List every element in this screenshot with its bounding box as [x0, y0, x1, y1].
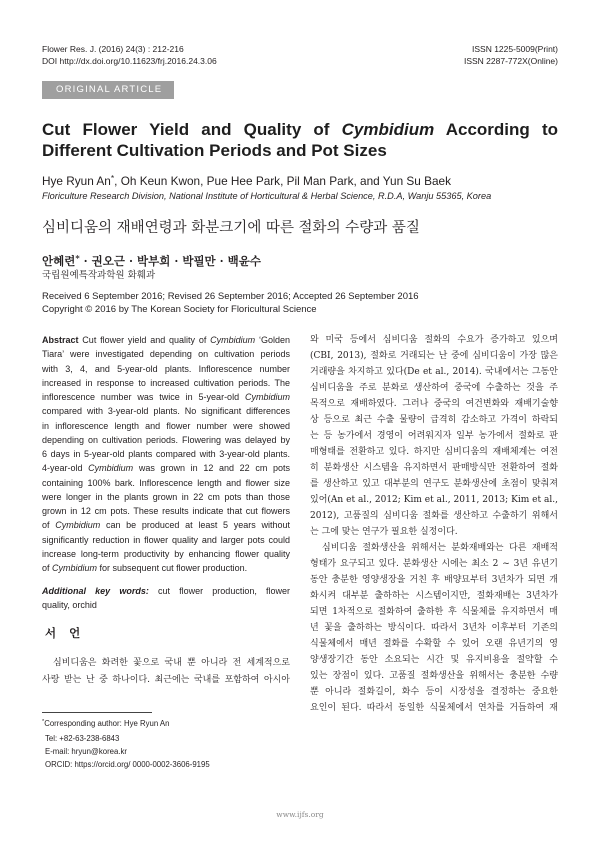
- abstract-line: [42, 347, 290, 361]
- text-span: 와 미국 등에서 심비디움 절화의 수요가 증가하고 있으며: [310, 335, 558, 345]
- text-span: grown in 12 cm pots. These results indicate that cut flowers: [42, 506, 290, 516]
- korean-authors: [42, 254, 261, 269]
- text-span: quality, orchid: [42, 600, 97, 610]
- text-span: 되면 1차적으로 절화하여 출하한 후 식물체를 유지하면서 매: [310, 607, 558, 617]
- additional-keywords: [42, 584, 290, 612]
- body-line: [310, 652, 558, 668]
- abstract: [42, 333, 290, 575]
- text-span: inflorescence number was twice in 5-year-old: [42, 392, 245, 402]
- body-line: [310, 636, 558, 652]
- body-line: [310, 332, 558, 348]
- text-span: , Oh Keun Kwon, Pue Hee Park, Pil Man Park, and Yun Su Baek: [114, 174, 452, 188]
- keywords-line: [42, 598, 290, 612]
- introduction-column-1: [42, 655, 290, 689]
- introduction-column-2-paragraph-1: [310, 332, 558, 540]
- body-line: [310, 524, 558, 540]
- text-span: can be produced at least 5 years without: [100, 520, 290, 531]
- body-line: [310, 460, 558, 476]
- text-span: 거래량을 차지하고 있다(De et al., 2014). 국내에서는 그동안: [310, 367, 558, 377]
- text-span: containing 100% bark. Inflorescence length and flower size: [42, 477, 290, 488]
- text-span: compared with 3-year-old plants. No significant differences: [42, 406, 290, 417]
- text-span: increased in response to increased cultivation periods. The: [42, 377, 290, 388]
- doi-label: DOI: [42, 56, 58, 66]
- abstract-line: [42, 476, 290, 490]
- text-span: Different Cultivation Periods and Pot Sizes: [42, 141, 387, 160]
- text-span: Cymbidium: [244, 392, 290, 402]
- footnote-line: [42, 745, 210, 758]
- doi-link[interactable]: http://dx.doi.org/10.11623/frj.2016.24.3.06: [59, 56, 217, 66]
- text-span: cut flower production, flower: [148, 586, 290, 596]
- text-span: 2012), 고품질의 심비디움 절화를 생산하고 수출하기 위해서: [310, 511, 558, 521]
- text-span: ‘Golden: [255, 335, 290, 345]
- body-line: [310, 348, 558, 364]
- body-line: [310, 428, 558, 444]
- text-span: E-mail: hryun@korea.kr: [45, 747, 128, 756]
- abstract-line: [42, 447, 290, 461]
- text-span: depending on cultivation periods. Flowering was delayed by: [42, 434, 290, 445]
- text-span: 식물체에서 매년 절화를 수확할 수 있어 오랜 유년기의 영: [310, 639, 558, 649]
- doi-line: [42, 55, 217, 67]
- abstract-line: [42, 490, 290, 504]
- abstract-line: [42, 547, 290, 561]
- text-span: 뿐 아니라 절화길이, 화수 등이 시장성을 결정하는 중요한: [310, 687, 558, 697]
- korean-affiliation: 국립원예특작과학원 화훼과: [42, 270, 156, 281]
- abstract-line: [42, 362, 290, 376]
- text-span: Abstract: [42, 335, 79, 345]
- body-line: [42, 655, 290, 672]
- text-span: Cymbidium: [88, 463, 134, 474]
- running-header-left: [42, 43, 217, 67]
- text-span: 목적으로 재배하였다. 그러나 중국의 여건변화와 재배기술향: [310, 399, 558, 409]
- footer-url[interactable]: www.ijfs.org: [276, 810, 324, 819]
- text-span: 상 등으로 최근 수출 물량이 급격히 감소하고 가격이 하락되: [310, 415, 558, 425]
- body-line: [310, 588, 558, 604]
- corresponding-author-footnote: [42, 717, 210, 771]
- footnote-line: [42, 717, 210, 732]
- body-line: [310, 508, 558, 524]
- body-line: [310, 620, 558, 636]
- text-span: significantly reduction in flower quality and larger pots could: [42, 534, 290, 545]
- text-span: 양생장기간 동안 소요되는 시간 및 유지비용을 절약할 수: [310, 655, 558, 665]
- text-span: ORCID: https://orcid.org/ 0000-0002-3606-9195: [45, 760, 210, 769]
- text-span: for subsequent cut flower production.: [97, 563, 248, 573]
- text-span: 히 분화생산 시스템을 유지하면서 판매방식만 전환하여 절화: [310, 463, 558, 473]
- abstract-line: [42, 390, 290, 404]
- section-heading-introduction: 서 언: [45, 626, 81, 640]
- text-span: 동안 충분한 영양생장을 거친 후 배양묘부터 3년차가 되면 개: [310, 575, 558, 585]
- text-span: Cymbidium: [341, 120, 435, 139]
- abstract-line: [42, 433, 290, 447]
- authors-line: [42, 174, 451, 189]
- text-span: was grown in 12 and 22 cm pots: [133, 463, 290, 474]
- body-line: [310, 604, 558, 620]
- text-span: According to: [434, 120, 558, 139]
- abstract-line: [42, 404, 290, 418]
- keywords-line: [42, 584, 290, 598]
- abstract-line: [42, 333, 290, 347]
- text-span: 년 꽃을 출하하는 방식이다. 따라서 3년차 이후부터 기존의: [310, 623, 558, 633]
- abstract-line: [42, 461, 290, 475]
- text-span: 화시켜 대부분 출하하는 시스템이지만, 절화재배는 3년차가: [310, 591, 558, 601]
- body-line: [310, 396, 558, 412]
- title-line: [42, 140, 558, 161]
- text-span: 사랑 받는 난 중 하나이다. 최근에는 국내를 포함하여 아시아: [42, 675, 290, 685]
- abstract-line: [42, 376, 290, 390]
- body-line: [42, 672, 290, 689]
- abstract-line: [42, 561, 290, 575]
- issn-online: ISSN 2287-772X(Online): [463, 56, 558, 66]
- text-span: · 권오근 · 박부희 · 박필만 · 백윤수: [79, 254, 262, 268]
- copyright-notice: Copyright © 2016 by The Korean Society for Floricultural Science: [42, 304, 317, 315]
- text-span: in inflorescence length and flower number were showed: [42, 420, 290, 431]
- text-span: Hye Ryun An: [42, 174, 111, 188]
- abstract-line: [42, 419, 290, 433]
- body-line: [310, 412, 558, 428]
- body-line: [310, 380, 558, 396]
- text-span: Cymbidium: [210, 335, 256, 345]
- body-line: [310, 364, 558, 380]
- text-span: 심비디움을 주로 분화로 생산하여 중국에 수출하는 것을 주: [310, 383, 558, 393]
- text-span: 안혜련: [42, 254, 76, 268]
- superscript-mark: *: [75, 253, 80, 264]
- text-span: (CBI, 2013), 절화로 거래되는 난 중에 심비디움이 가장 많은: [310, 351, 558, 361]
- text-span: 매형태를 전환하고 있다. 하지만 심비디움의 재배체계는 여전: [310, 447, 558, 457]
- korean-title: 심비디움의 재배연령과 화분크기에 따른 절화의 수량과 품질: [42, 220, 420, 236]
- article-type-banner: ORIGINAL ARTICLE: [42, 81, 174, 99]
- text-span: 심비디움은 화려한 꽃으로 국내 뿐 아니라 전 세계적으로: [53, 658, 290, 668]
- abstract-line: [42, 504, 290, 518]
- text-span: Tiara’ were investigated depending on cultivation periods: [42, 349, 290, 360]
- text-span: Additional key words:: [42, 586, 149, 596]
- text-span: of: [42, 563, 53, 573]
- title-line: [42, 119, 558, 140]
- text-span: of: [42, 520, 56, 531]
- text-span: 를 생산하고 있고 대부분의 연구도 분화생산에 초점이 맞춰져: [310, 479, 558, 489]
- body-line: [310, 684, 558, 700]
- text-span: were longer in the plants grown in 22 cm pots than those: [42, 491, 290, 502]
- body-line: [310, 476, 558, 492]
- text-span: 형태가 요구되고 있다. 분화생산 시에는 최소 2 ~ 3년 유년기: [310, 559, 558, 569]
- english-authors: [42, 174, 451, 189]
- body-line: [310, 572, 558, 588]
- body-line: [310, 700, 558, 716]
- english-affiliation: Floriculture Research Division, National Institute of Horticultural & Herbal Science, R.D.A, Wanju 55365, Korea: [42, 191, 492, 201]
- text-span: 는 등 농가에서 경영이 어려워지자 일부 농가에서 절화로 판: [310, 431, 558, 441]
- body-line: [310, 556, 558, 572]
- english-title: [42, 119, 558, 161]
- text-span: 있는 장점이 있다. 고품질 절화생산을 위해서는 충분한 수량: [310, 671, 558, 681]
- footnote-rule: [42, 712, 152, 713]
- body-line: [310, 540, 558, 556]
- text-span: Cymbidium: [52, 563, 98, 573]
- text-span: Cut flower yield and quality of: [78, 335, 211, 345]
- authors-line: [42, 254, 261, 269]
- text-span: Cymbidium: [55, 520, 101, 531]
- article-history: Received 6 September 2016; Revised 26 September 2016; Accepted 26 September 2016: [42, 291, 419, 302]
- body-line: [310, 444, 558, 460]
- text-span: 심비디움 절화생산을 위해서는 분화재배와는 다른 재배적: [322, 543, 558, 553]
- body-line: [310, 492, 558, 508]
- text-span: 는 그에 맞는 연구가 필요한 실정이다.: [310, 527, 458, 537]
- text-span: 6 days in 5-year-old plants compared with 3-year-old plants.: [42, 449, 290, 459]
- body-line: [310, 668, 558, 684]
- running-header-right: [464, 43, 558, 67]
- introduction-column-2-paragraph-2: [310, 540, 558, 716]
- superscript-mark: *: [42, 719, 45, 726]
- text-span: 있어(An et al., 2012; Kim et al., 2011, 2013; Kim et al.,: [310, 495, 558, 505]
- text-span: with 3, 4, and 5-year-old plants. Inflorescence number: [42, 363, 290, 374]
- footnote-line: [42, 758, 210, 771]
- footnote-line: [42, 732, 210, 745]
- text-span: increase long-term productivity by enhancing flower quality: [42, 548, 290, 559]
- text-span: Cut Flower Yield and Quality of: [42, 120, 342, 139]
- issn-print: ISSN 1225-5009(Print): [472, 44, 558, 54]
- superscript-mark: *: [110, 173, 115, 184]
- abstract-line: [42, 518, 290, 532]
- text-span: Tel: +82-63-238-6843: [45, 734, 120, 743]
- journal-citation: Flower Res. J. (2016) 24(3) : 212-216: [42, 44, 184, 54]
- text-span: 4-year-old: [42, 463, 89, 474]
- text-span: Corresponding author: Hye Ryun An: [44, 719, 170, 728]
- abstract-line: [42, 533, 290, 547]
- text-span: 요인이 된다. 따라서 동일한 식물체에서 연차를 거듭하여 재: [310, 703, 558, 713]
